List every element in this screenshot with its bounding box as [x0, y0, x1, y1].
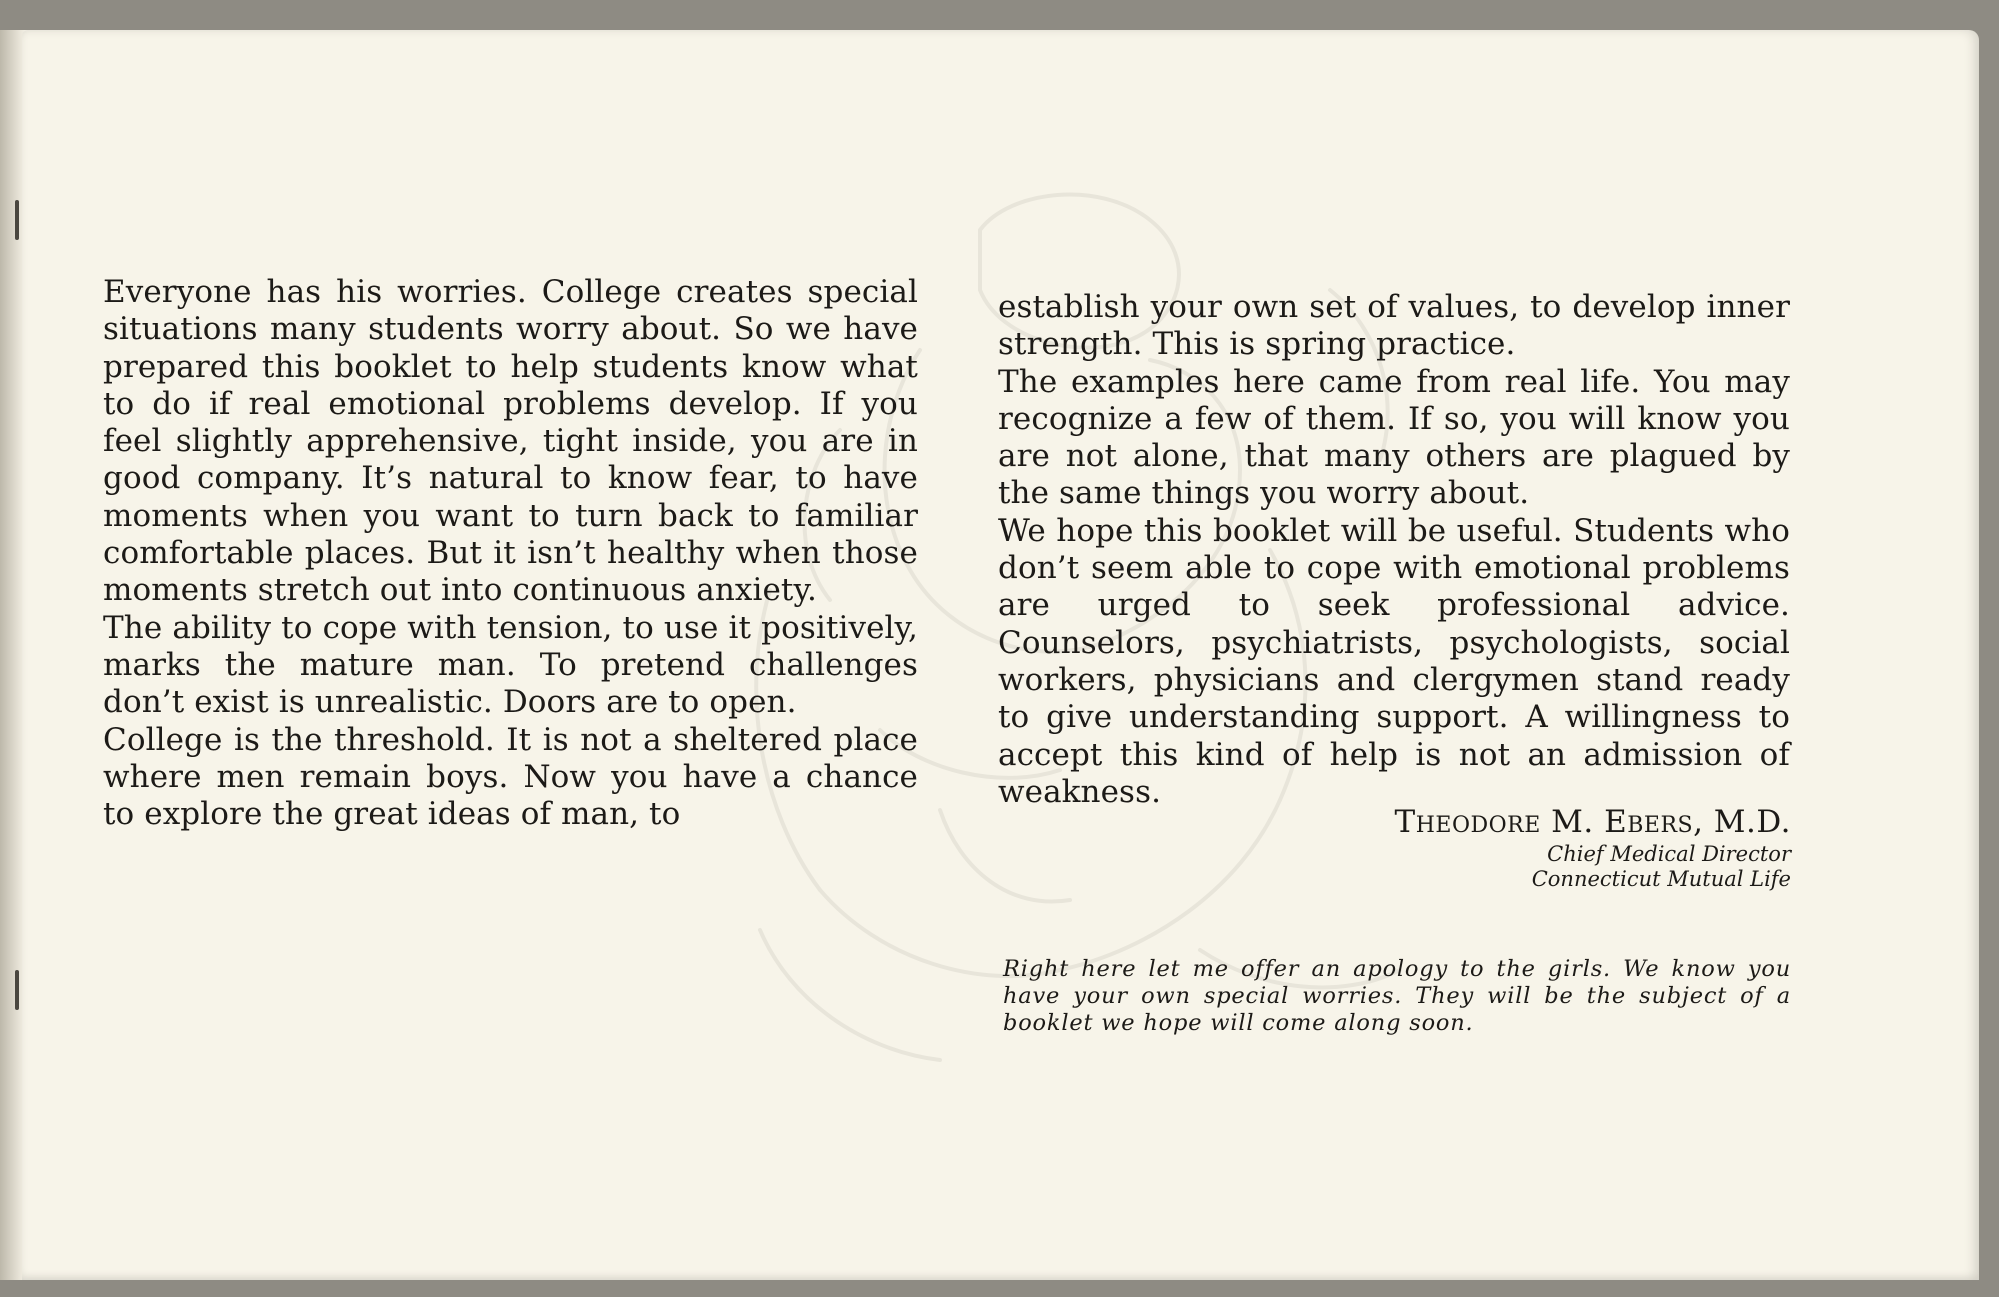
signature-name: Theodore M. Ebers, M.D. [1394, 804, 1791, 840]
paragraph-examples: The examples here came from real life. You may recognize a few of them. If so, you will know you are not alone, that many others are plagued by the same things you worry about. [998, 363, 1790, 512]
signature-block [1395, 802, 1791, 892]
staple-bottom [15, 970, 19, 1010]
left-text-column [103, 274, 918, 833]
right-text-column [998, 289, 1790, 811]
paragraph-hope: We hope this booklet will be useful. Students who don’t seem able to cope with emotional problems are urged to seek professional advice. Counselors, psychiatrists, psychologists, social workers, physicians and clergymen stand ready to give understanding support. A willingness to accept this kind of help is not an admission of weakness. [998, 512, 1790, 810]
signature-organization: Connecticut Mutual Life [1531, 867, 1791, 891]
paragraph-intro: Everyone has his worries. College creates special situations many students worry about. So we have prepared this booklet to help students know what to do if real emotional problems develop. If you feel slightly apprehensive, tight inside, you are in good company. It’s natural to know fear, to have moments when you want to turn back to familiar comfortable places. But it isn’t healthy when those moments stretch out into continuous anxiety. [103, 274, 918, 609]
apology-note: Right here let me offer an apology to the girls. We know you have your own special worries. They will be the subject of a booklet we hope will come along soon. [1003, 956, 1791, 1036]
paragraph-threshold: College is the threshold. It is not a sheltered place where men remain boys. Now you have a chance to explore the great ideas of man, to [103, 721, 918, 833]
paragraph-values: establish your own set of values, to develop inner strength. This is spring practice. [998, 289, 1790, 363]
paragraph-ability: The ability to cope with tension, to use it positively, marks the mature man. To pretend challenges don’t exist is unrealistic. Doors are to open. [103, 609, 918, 721]
staple-top [15, 200, 19, 240]
signature-title: Chief Medical Director [1547, 842, 1791, 866]
